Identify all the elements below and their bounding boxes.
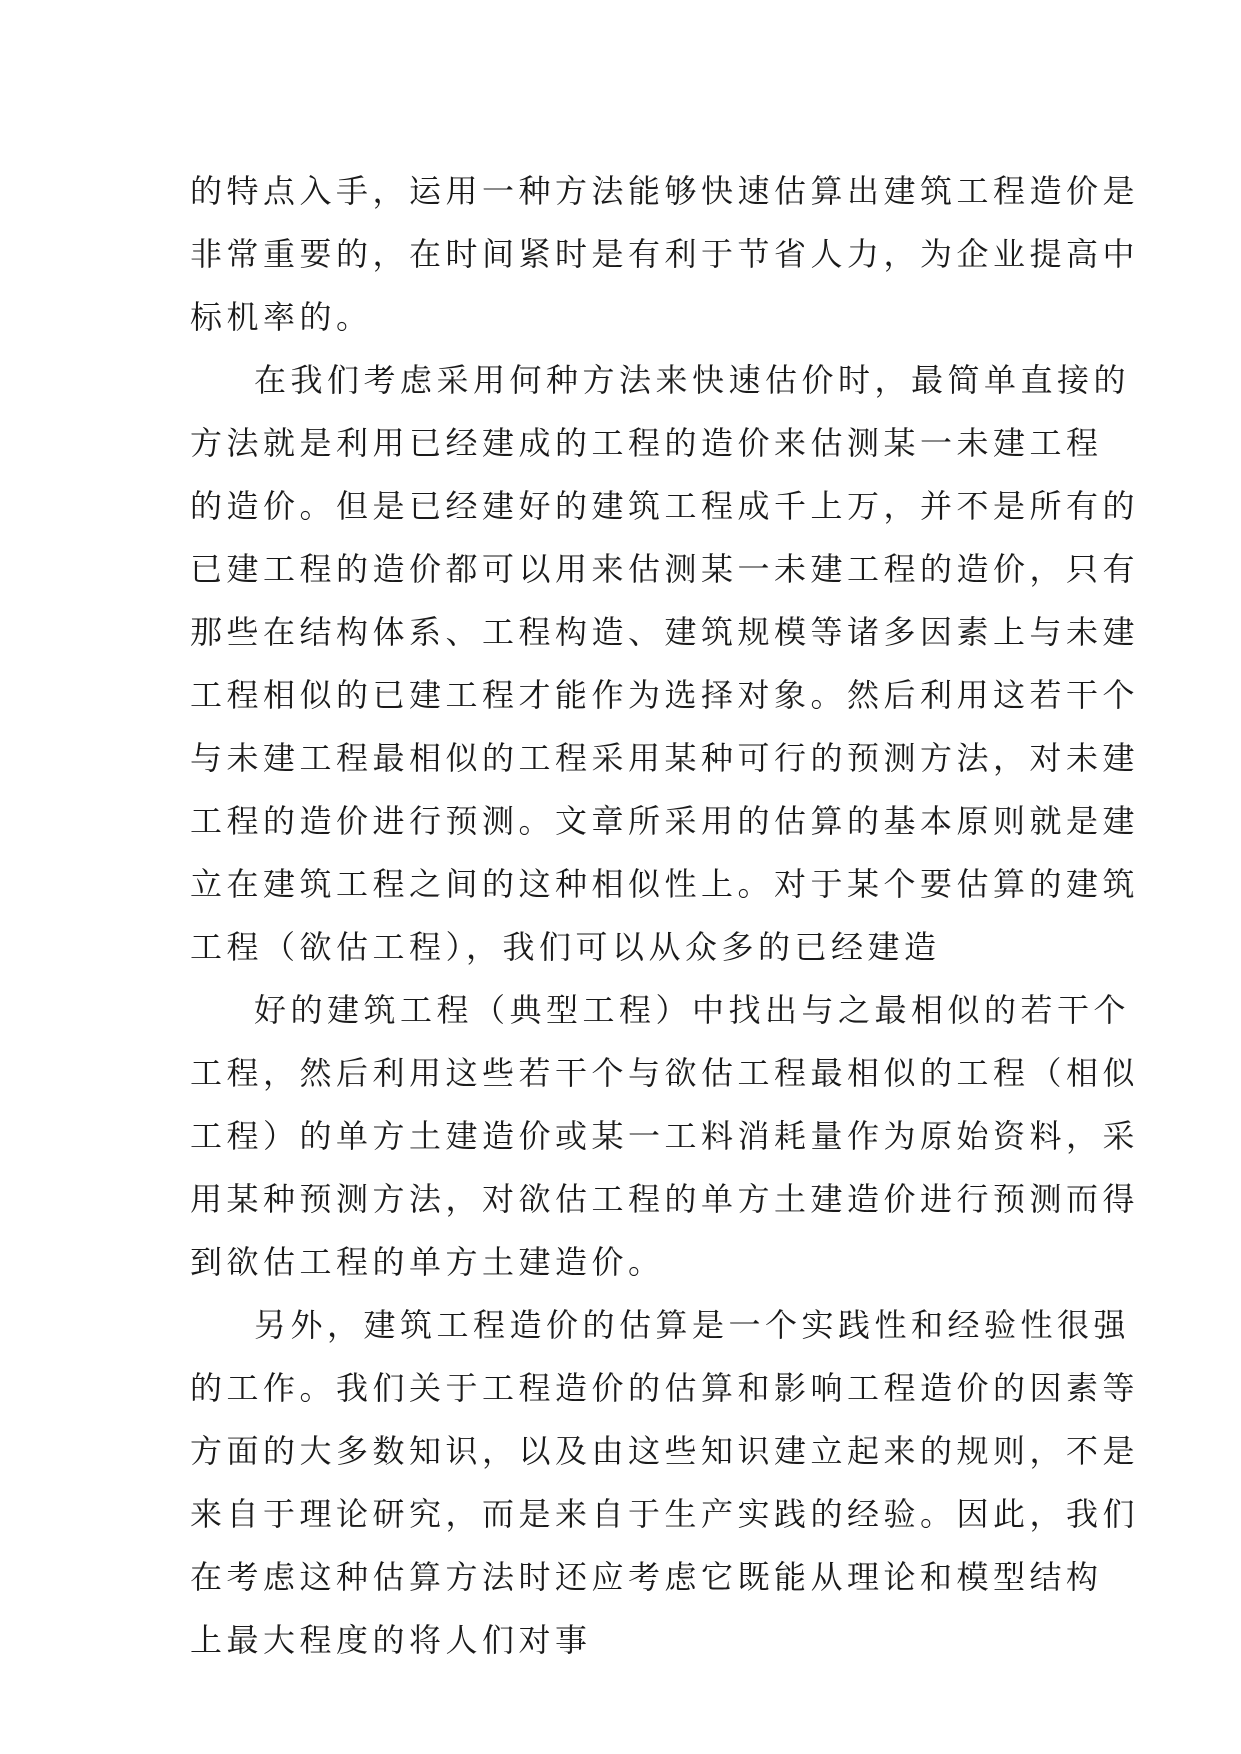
text-line: 那些在结构体系、工程构造、建筑规模等诸多因素上与未建 xyxy=(190,613,1140,651)
text-line: 工程）的单方土建造价或某一工料消耗量作为原始资料，采 xyxy=(190,1117,1140,1155)
text-line: 工程，然后利用这些若干个与欲估工程最相似的工程（相似 xyxy=(190,1054,1140,1092)
paragraph-start-line: 在我们考虑采用何种方法来快速估价时，最简单直接的 xyxy=(254,361,1131,399)
text-line: 来自于理论研究，而是来自于生产实践的经验。因此，我们 xyxy=(190,1495,1140,1533)
text-line: 已建工程的造价都可以用来估测某一未建工程的造价，只有 xyxy=(190,550,1140,588)
text-line: 与未建工程最相似的工程采用某种可行的预测方法，对未建 xyxy=(190,739,1140,777)
text-line: 上最大程度的将人们对事 xyxy=(190,1621,592,1659)
text-line: 用某种预测方法，对欲估工程的单方土建造价进行预测而得 xyxy=(190,1180,1140,1218)
paragraph-start-line: 另外，建筑工程造价的估算是一个实践性和经验性很强 xyxy=(254,1306,1131,1344)
text-line: 工程的造价进行预测。文章所采用的估算的基本原则就是建 xyxy=(190,802,1140,840)
text-line: 的工作。我们关于工程造价的估算和影响工程造价的因素等 xyxy=(190,1369,1140,1407)
text-line: 的特点入手，运用一种方法能够快速估算出建筑工程造价是 xyxy=(190,172,1140,210)
text-line: 方法就是利用已经建成的工程的造价来估测某一未建工程 xyxy=(190,424,1103,462)
text-line: 到欲估工程的单方土建造价。 xyxy=(190,1243,665,1281)
text-line: 标机率的。 xyxy=(190,298,373,336)
text-line: 方面的大多数知识，以及由这些知识建立起来的规则，不是 xyxy=(190,1432,1140,1470)
text-line: 立在建筑工程之间的这种相似性上。对于某个要估算的建筑 xyxy=(190,865,1140,903)
text-line: 工程（欲估工程），我们可以从众多的已经建造 xyxy=(190,928,941,966)
paragraph-start-line: 好的建筑工程（典型工程）中找出与之最相似的若干个 xyxy=(254,991,1131,1029)
document-body xyxy=(190,160,1140,1672)
text-line: 的造价。但是已经建好的建筑工程成千上万，并不是所有的 xyxy=(190,487,1140,525)
text-line: 工程相似的已建工程才能作为选择对象。然后利用这若干个 xyxy=(190,676,1140,714)
text-line: 非常重要的，在时间紧时是有利于节省人力，为企业提高中 xyxy=(190,235,1140,273)
text-line: 在考虑这种估算方法时还应考虑它既能从理论和模型结构 xyxy=(190,1558,1103,1596)
